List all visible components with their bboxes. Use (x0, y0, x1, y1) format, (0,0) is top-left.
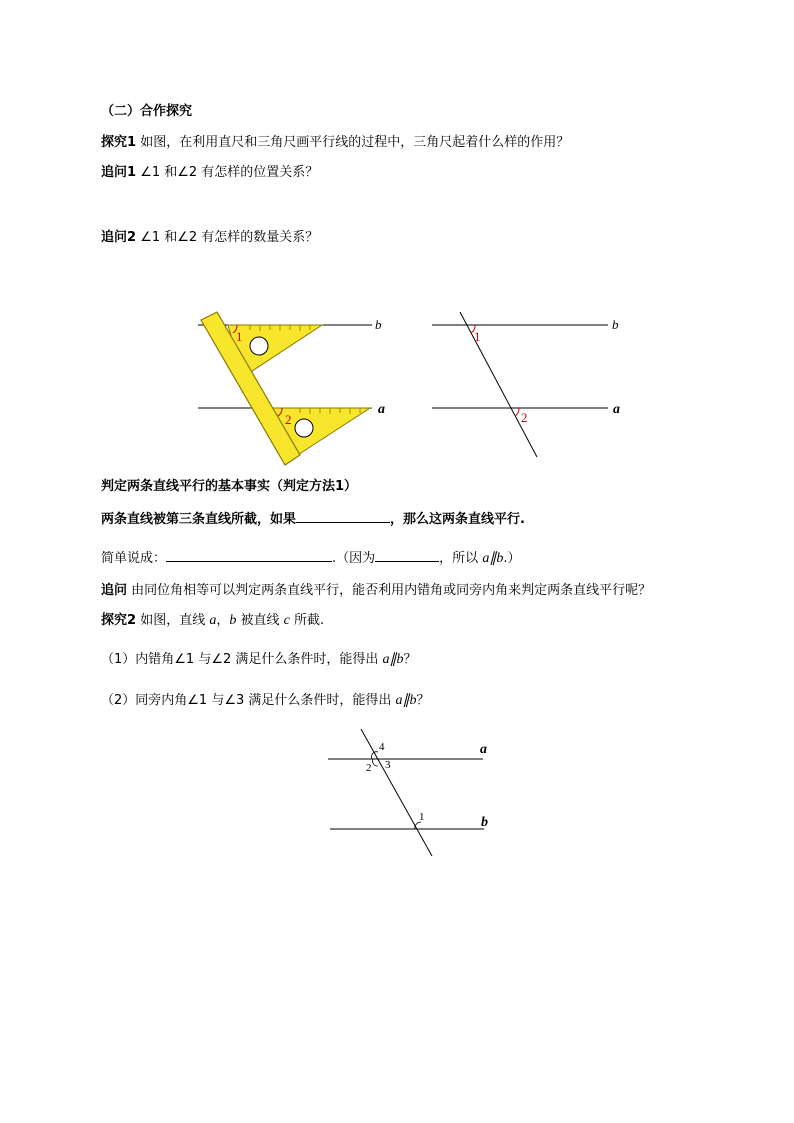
fig2-label-1: 1 (419, 811, 425, 823)
fig2-label-4: 4 (379, 741, 385, 753)
q2-prefix: （2）同旁内角∠1 与∠3 满足什么条件时，能得出 (101, 693, 392, 708)
brief-mid2: ，所以 (439, 551, 479, 566)
explore1-text: 如图，在利用直尺和三角尺画平行线的过程中，三角尺起着什么样的作用？ (140, 135, 570, 150)
right-line-b-label: b (612, 317, 619, 332)
left-angle2-label: 2 (285, 412, 292, 427)
q1-suffix: ？ (403, 652, 417, 667)
q2-var: a∥b (395, 693, 417, 708)
set-square-upper-hole (250, 337, 268, 355)
right-angle2-arc (515, 408, 519, 416)
followup2-label: 追问2 (101, 230, 137, 245)
question-2 (101, 692, 430, 710)
right-angle1-label: 1 (474, 329, 481, 344)
fig2-label-b: b (481, 815, 488, 830)
fact-text-before: 两条直线被第三条直线所截，如果 (101, 512, 297, 527)
q2-suffix: ？ (416, 693, 430, 708)
explore2-text-after: 所截. (294, 613, 325, 628)
set-square-lower-hole (295, 419, 313, 437)
q1-var: a∥b (382, 652, 404, 667)
q1-prefix: （1）内错角∠1 与∠2 满足什么条件时，能得出 (101, 652, 379, 667)
section-title: （二）合作探究 (101, 104, 193, 119)
explore2-var-c: c (283, 613, 290, 628)
followup1-text: ∠1 和∠2 有怎样的位置关系？ (140, 165, 319, 180)
followup3-line (101, 582, 651, 600)
right-angle2-label: 2 (521, 410, 528, 425)
fact-blank[interactable] (296, 508, 390, 523)
explore1-label: 探究1 (101, 135, 137, 150)
fig2-label-a: a (480, 742, 487, 757)
explore2-text-mid: 被直线 (240, 613, 280, 628)
explore2-label: 探究2 (101, 613, 137, 628)
explore2-var-a: a (209, 613, 217, 628)
explore2-var-b: b (229, 613, 237, 628)
left-angle1-label: 1 (236, 329, 243, 344)
left-line-b-label: b (375, 317, 382, 332)
brief-var: a∥b (482, 551, 504, 566)
followup3-label: 追问 (101, 583, 128, 598)
brief-blank-2[interactable] (375, 547, 439, 562)
fig2-label-2: 2 (366, 762, 372, 774)
explore2-text-before: 如图，直线 (140, 613, 206, 628)
followup3-text: 由同位角相等可以判定两条直线平行，能否利用内错角或同旁内角来判定两条直线平行呢？ (131, 583, 652, 598)
fact-title: 判定两条直线平行的基本事实（判定方法1） (101, 479, 358, 494)
brief-blank-1[interactable] (166, 547, 332, 562)
explore2-line (101, 612, 324, 630)
right-transversal (460, 312, 537, 457)
right-line-a-label: a (613, 402, 620, 417)
fact-text-after: ，那么这两条直线平行. (390, 512, 525, 527)
question-1 (101, 651, 417, 669)
explore2-comma: ， (216, 613, 230, 628)
fact-statement (101, 508, 525, 529)
followup2-text: ∠1 和∠2 有怎样的数量关系？ (140, 230, 319, 245)
brief-line (101, 547, 520, 568)
fig2-transversal (361, 729, 432, 856)
left-line-a-label: a (378, 402, 385, 417)
fig2-label-3: 3 (385, 759, 391, 771)
brief-prefix: 简单说成： (101, 551, 167, 566)
brief-suffix: .） (503, 551, 521, 566)
brief-mid1: .（因为 (332, 551, 376, 566)
fig2-angle3-arc (373, 759, 378, 766)
followup1-label: 追问1 (101, 165, 137, 180)
